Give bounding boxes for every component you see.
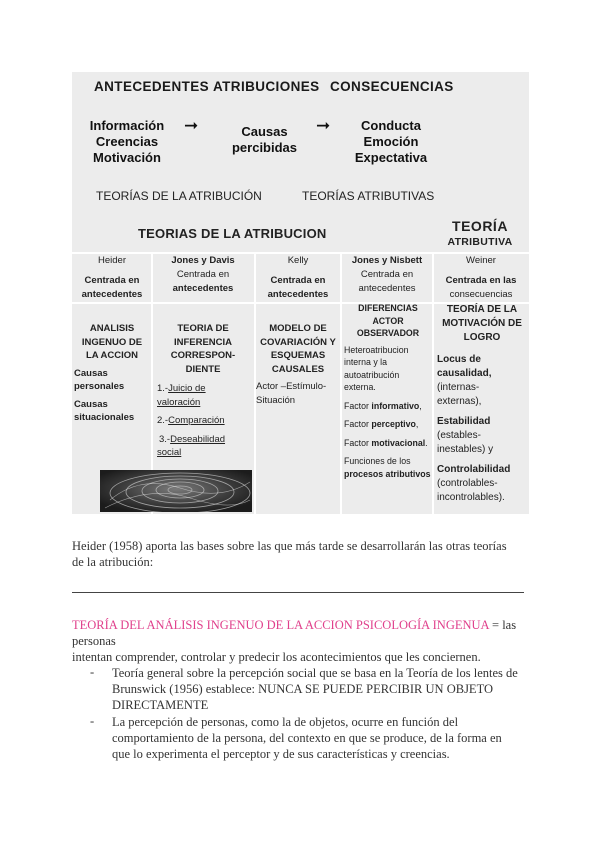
cell-text: Situación bbox=[256, 394, 296, 406]
attribution-diagram bbox=[72, 72, 529, 212]
item-text: valoración bbox=[157, 396, 201, 408]
teoria-atributiva-title bbox=[430, 218, 530, 248]
cell-title: LA ACCION bbox=[85, 350, 139, 361]
cell-text-bold: procesos atributivos bbox=[344, 468, 431, 479]
cell-title: INGENUO DE bbox=[81, 336, 143, 348]
col-header-heider bbox=[74, 254, 150, 302]
factor-word: Factor bbox=[344, 419, 369, 429]
bullet-item bbox=[112, 665, 528, 713]
factor-word: Factor bbox=[344, 437, 369, 448]
arrow-right-icon: ➞ bbox=[184, 116, 199, 135]
item-number: 1.- bbox=[157, 383, 169, 394]
col-name: Kelly bbox=[287, 255, 309, 266]
bullet-line: comportamiento de la persona, del contexto en que se produce, de la forma en bbox=[112, 731, 502, 745]
col-focus: Centrada en bbox=[176, 269, 230, 280]
block-head: causalidad, bbox=[437, 368, 492, 379]
block-head: Locus de bbox=[437, 354, 481, 365]
teoria-title-big: TEORÍA bbox=[452, 218, 508, 234]
col-focus: Centrada en bbox=[84, 275, 140, 286]
cell-title: COVARIACIÓN Y bbox=[260, 336, 336, 348]
cell-title: OBSERVADOR bbox=[356, 328, 420, 338]
antecedente-creencias: Creencias bbox=[95, 134, 159, 149]
block-sub: (estables- bbox=[437, 430, 481, 441]
cell-title: TEORÍA DE LA bbox=[446, 304, 518, 315]
bullet-item bbox=[112, 714, 528, 762]
atribuciones-list bbox=[222, 124, 307, 156]
block-sub: incontrolables). bbox=[437, 492, 505, 503]
cell-weiner bbox=[437, 303, 527, 505]
block-head: Estabilidad bbox=[437, 416, 491, 427]
item-number: 3.- bbox=[159, 433, 171, 445]
col-name: Jones y Davis bbox=[171, 255, 235, 266]
factor-name: perceptivo bbox=[371, 419, 416, 429]
bullet-line: que lo experimenta el perceptor y de sus características y creencias. bbox=[112, 747, 450, 761]
item-text: social bbox=[157, 447, 182, 458]
block-sub: (controlables- bbox=[437, 478, 498, 489]
definition-rest: = las personas bbox=[72, 618, 517, 648]
block-sub: (internas- bbox=[437, 382, 480, 393]
col-focus: antecedentes bbox=[358, 283, 416, 294]
cell-title: TEORIA DE bbox=[177, 323, 229, 334]
col-focus: antecedentes bbox=[81, 289, 143, 300]
bullet-dash: - bbox=[90, 714, 95, 728]
cell-item: Causas bbox=[74, 398, 108, 410]
col-focus: antecedentes bbox=[172, 283, 234, 294]
intro-line: Heider (1958) aporta las bases sobre las que más tarde se desarrollarán las otras teorías bbox=[72, 539, 507, 553]
cell-title: CAUSALES bbox=[271, 363, 325, 375]
cell-title: INFERENCIA bbox=[173, 336, 233, 348]
factor-name: informativo bbox=[371, 400, 420, 411]
block-sub: inestables) y bbox=[437, 444, 494, 455]
cell-jones-nisbett: DIFERENCIAS ACTOR OBSERVADOR Heteroatribucion interna y la autoatribución externa. Factor informativo, Factor perceptivo, Factor motivacional. Funciones de los procesos atributivos bbox=[344, 303, 431, 479]
header-atribuciones: ATRIBUCIONES bbox=[213, 79, 320, 94]
table-title: TEORIAS DE LA ATRIBUCION bbox=[138, 226, 327, 241]
factor-name: motivacional bbox=[371, 437, 426, 448]
col-header-jones-davis bbox=[153, 254, 253, 296]
item-text: Comparación bbox=[168, 415, 225, 426]
definition-paragraph bbox=[72, 617, 528, 665]
block-head: Controlabilidad bbox=[437, 464, 511, 475]
cell-text: Heteroatribucion bbox=[344, 344, 409, 355]
factor-word: Factor bbox=[344, 400, 369, 411]
label-teorias-atributivas: TEORÍAS ATRIBUTIVAS bbox=[302, 189, 435, 203]
col-focus: Centrada en bbox=[360, 269, 414, 280]
bullet-line: La percepción de personas, como la de objetos, ocurre en función del bbox=[112, 715, 459, 729]
cell-item: situacionales bbox=[74, 412, 135, 423]
col-name: Weiner bbox=[466, 255, 496, 266]
cell-item: personales bbox=[74, 381, 125, 392]
cell-title: ANALISIS bbox=[89, 323, 135, 334]
label-teorias-atribucion: TEORÍAS DE LA ATRIBUCIÓN bbox=[96, 189, 262, 203]
cell-text: Funciones de los bbox=[344, 456, 411, 466]
pink-heading: TEORÍA DEL ANÁLISIS INGENUO DE LA ACCION PSICOLOGÍA INGENUA bbox=[72, 618, 489, 632]
atribucion-causas: Causas bbox=[241, 124, 288, 139]
col-focus: consecuencias bbox=[449, 289, 513, 300]
swirl-image bbox=[100, 470, 252, 512]
col-header-jones-nisbett bbox=[342, 254, 432, 296]
cell-jones-davis bbox=[153, 322, 253, 460]
consecuencia-conducta: Conducta bbox=[361, 118, 421, 133]
bullet-line: Brunswick (1956) establece: NUNCA SE PUEDE PERCIBIR UN OBJETO bbox=[112, 682, 493, 696]
teoria-title-small: ATRIBUTIVA bbox=[447, 236, 513, 248]
item-text: Juicio de bbox=[168, 383, 206, 394]
intro-line: de la atribución: bbox=[72, 555, 154, 569]
consecuencias-list bbox=[346, 118, 436, 166]
col-header-weiner bbox=[434, 254, 528, 302]
cell-title: ESQUEMAS bbox=[270, 350, 326, 361]
col-focus: Centrada en las bbox=[445, 275, 517, 286]
intro-paragraph bbox=[72, 538, 528, 570]
antecedente-motivacion: Motivación bbox=[93, 150, 161, 165]
col-focus: antecedentes bbox=[267, 289, 329, 300]
arrow-right-icon: ➞ bbox=[316, 116, 331, 135]
antecedente-informacion: Información bbox=[89, 118, 165, 133]
bullet-dash: - bbox=[90, 665, 95, 679]
cell-kelly bbox=[256, 322, 340, 407]
definition-line: intentan comprender, controlar y predecir los acontecimientos que les conciernen. bbox=[72, 650, 481, 664]
consecuencia-expectativa: Expectativa bbox=[354, 150, 428, 165]
cell-title: MODELO DE bbox=[269, 323, 327, 334]
antecedentes-list bbox=[82, 118, 172, 166]
bullet-line: DIRECTAMENTE bbox=[112, 698, 209, 712]
horizontal-rule bbox=[72, 592, 524, 593]
cell-text: interna y la bbox=[344, 357, 388, 367]
cell-title: LOGRO bbox=[463, 332, 501, 343]
cell-text: Actor –Estímulo- bbox=[256, 381, 327, 392]
bullet-line: Teoría general sobre la percepción social que se basa en la Teoría de los lentes de bbox=[112, 666, 518, 680]
item-number: 2.- bbox=[157, 415, 169, 426]
col-focus: Centrada en bbox=[270, 275, 326, 286]
cell-heider bbox=[74, 322, 150, 425]
cell-text: externa. bbox=[344, 382, 376, 392]
header-antecedentes: ANTECEDENTES bbox=[94, 79, 210, 94]
block-sub: externas), bbox=[437, 396, 482, 407]
col-header-kelly bbox=[256, 254, 340, 302]
col-name: Jones y Nisbett bbox=[351, 255, 423, 266]
cell-item: Causas bbox=[74, 367, 108, 379]
cell-text: autoatribución bbox=[344, 369, 400, 380]
col-name: Heider bbox=[98, 255, 126, 266]
cell-title: MOTIVACIÓN DE bbox=[442, 318, 522, 329]
cell-title: CORRESPON- bbox=[170, 350, 236, 361]
item-text: Deseabilidad bbox=[170, 433, 226, 445]
cell-title: DIFERENCIAS ACTOR bbox=[358, 303, 418, 326]
header-consecuencias: CONSECUENCIAS bbox=[330, 79, 454, 94]
consecuencia-emocion: Emoción bbox=[363, 134, 419, 149]
atribucion-percibidas: percibidas bbox=[231, 140, 298, 155]
cell-title: DIENTE bbox=[185, 363, 221, 375]
